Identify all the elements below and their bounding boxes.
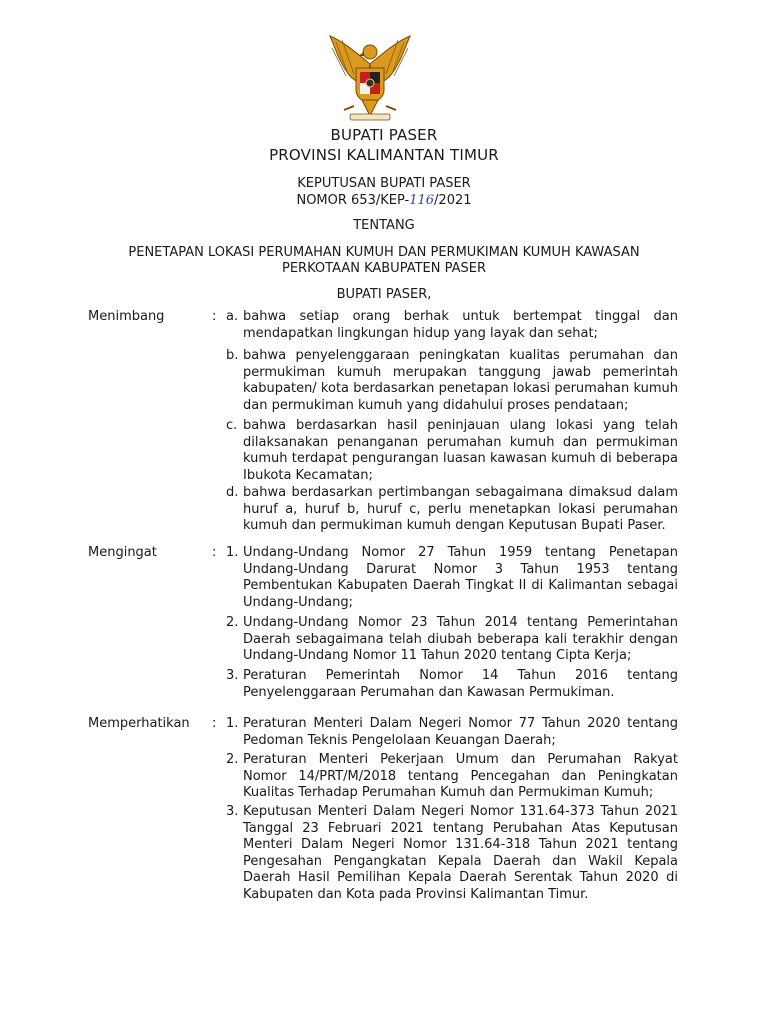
item-text: Undang-Undang Nomor 27 Tahun 1959 tentang Penetapan Undang-Undang Darurat Nomor 3 Tahun 1953 tentang Pembentukan Kabupaten Daerah Tingkat II di Kalimantan sebagai Undang-Undang; — [243, 545, 678, 610]
decree-number-prefix: NOMOR 653/KEP- — [296, 193, 410, 208]
item-marker: d. — [226, 485, 239, 500]
item-text: Undang-Undang Nomor 23 Tahun 2014 tentang Pemerintahan Daerah sebagaimana telah diubah beberapa kali terakhir dengan Undang-Undang Nomor 11 Tahun 2020 tentang Cipta Kerja; — [243, 615, 678, 663]
item-text: bahwa setiap orang berhak untuk bertempat tinggal dan mendapatkan lingkungan hidup yang layak dan sehat; — [243, 309, 678, 341]
item-text: Peraturan Menteri Pekerjaan Umum dan Perumahan Rakyat Nomor 14/PRT/M/2018 tentang Pencegahan dan Peningkatan Kualitas Terhadap Perumahan Kumuh dan Permukiman Kumuh; — [243, 752, 678, 800]
province-title: PROVINSI KALIMANTAN TIMUR — [269, 146, 499, 164]
item-marker: b. — [226, 348, 239, 363]
item-text: bahwa berdasarkan pertimbangan sebagaimana dimaksud dalam huruf a, huruf b, huruf c, perlu menetapkan lokasi perumahan kumuh dan permukiman kumuh dengan Keputusan Bupati Paser. — [243, 485, 678, 533]
item-marker: 3. — [226, 804, 239, 819]
decree-number-suffix: /2021 — [434, 193, 472, 208]
memperhatikan-label: Memperhatikan — [88, 716, 190, 731]
item-marker: 3. — [226, 668, 239, 683]
mengingat-label: Mengingat — [88, 545, 157, 560]
decree-number-handwritten: 116 — [409, 193, 435, 208]
menimbang-colon: : — [212, 309, 217, 324]
item-marker: 2. — [226, 615, 239, 630]
issuer-heading: BUPATI PASER, — [336, 287, 432, 302]
tentang-heading: TENTANG — [353, 218, 415, 233]
item-marker: 1. — [226, 545, 239, 560]
decree-title: KEPUTUSAN BUPATI PASER — [297, 176, 471, 191]
memperhatikan-colon: : — [212, 716, 217, 731]
subject-line-2: PERKOTAAN KABUPATEN PASER — [282, 261, 486, 276]
mengingat-colon: : — [212, 545, 217, 560]
item-marker: 2. — [226, 752, 239, 767]
menimbang-label: Menimbang — [88, 309, 165, 324]
item-marker: 1. — [226, 716, 239, 731]
item-text: bahwa berdasarkan hasil peninjauan ulang lokasi yang telah dilaksanakan penanganan perumahan kumuh dan permukiman kumuh terdapat pengurangan luasan kawasan kumuh di beberapa Ibukota Kecamatan; — [243, 418, 678, 483]
item-text: Keputusan Menteri Dalam Negeri Nomor 131.64-373 Tahun 2021 Tanggal 23 Februari 2021 tentang Perubahan Atas Keputusan Menteri Dalam Negeri Nomor 131.64-318 Tahun 2021 tentang Pengesahan Pengangkatan Kepala Daerah dan Wakil Kepala Daerah Hasil Pemilihan Kepala Daerah Serentak Tahun 2020 di Kabupaten dan Kota pada Provinsi Kalimantan Timur. — [243, 804, 678, 902]
regent-title: BUPATI PASER — [330, 126, 438, 144]
item-text: Peraturan Menteri Dalam Negeri Nomor 77 Tahun 2020 tentang Pedoman Teknis Pengelolaan Keuangan Daerah; — [243, 716, 678, 748]
item-marker: a. — [226, 309, 239, 324]
decree-number — [0, 193, 768, 208]
subject-line-1: PENETAPAN LOKASI PERUMAHAN KUMUH DAN PERMUKIMAN KUMUH KAWASAN — [128, 245, 640, 260]
item-marker: c. — [226, 418, 238, 433]
item-text: Peraturan Pemerintah Nomor 14 Tahun 2016 tentang Penyelenggaraan Perumahan dan Kawasan Permukiman. — [243, 668, 678, 700]
item-text: bahwa penyelenggaraan peningkatan kualitas perumahan dan permukiman kumuh merupakan tanggung jawab pemerintah kabupaten/ kota berdasarkan penetapan lokasi perumahan kumuh dan permukiman kumuh yang didahului proses pendataan; — [243, 348, 678, 413]
garuda-emblem-icon — [326, 34, 414, 124]
